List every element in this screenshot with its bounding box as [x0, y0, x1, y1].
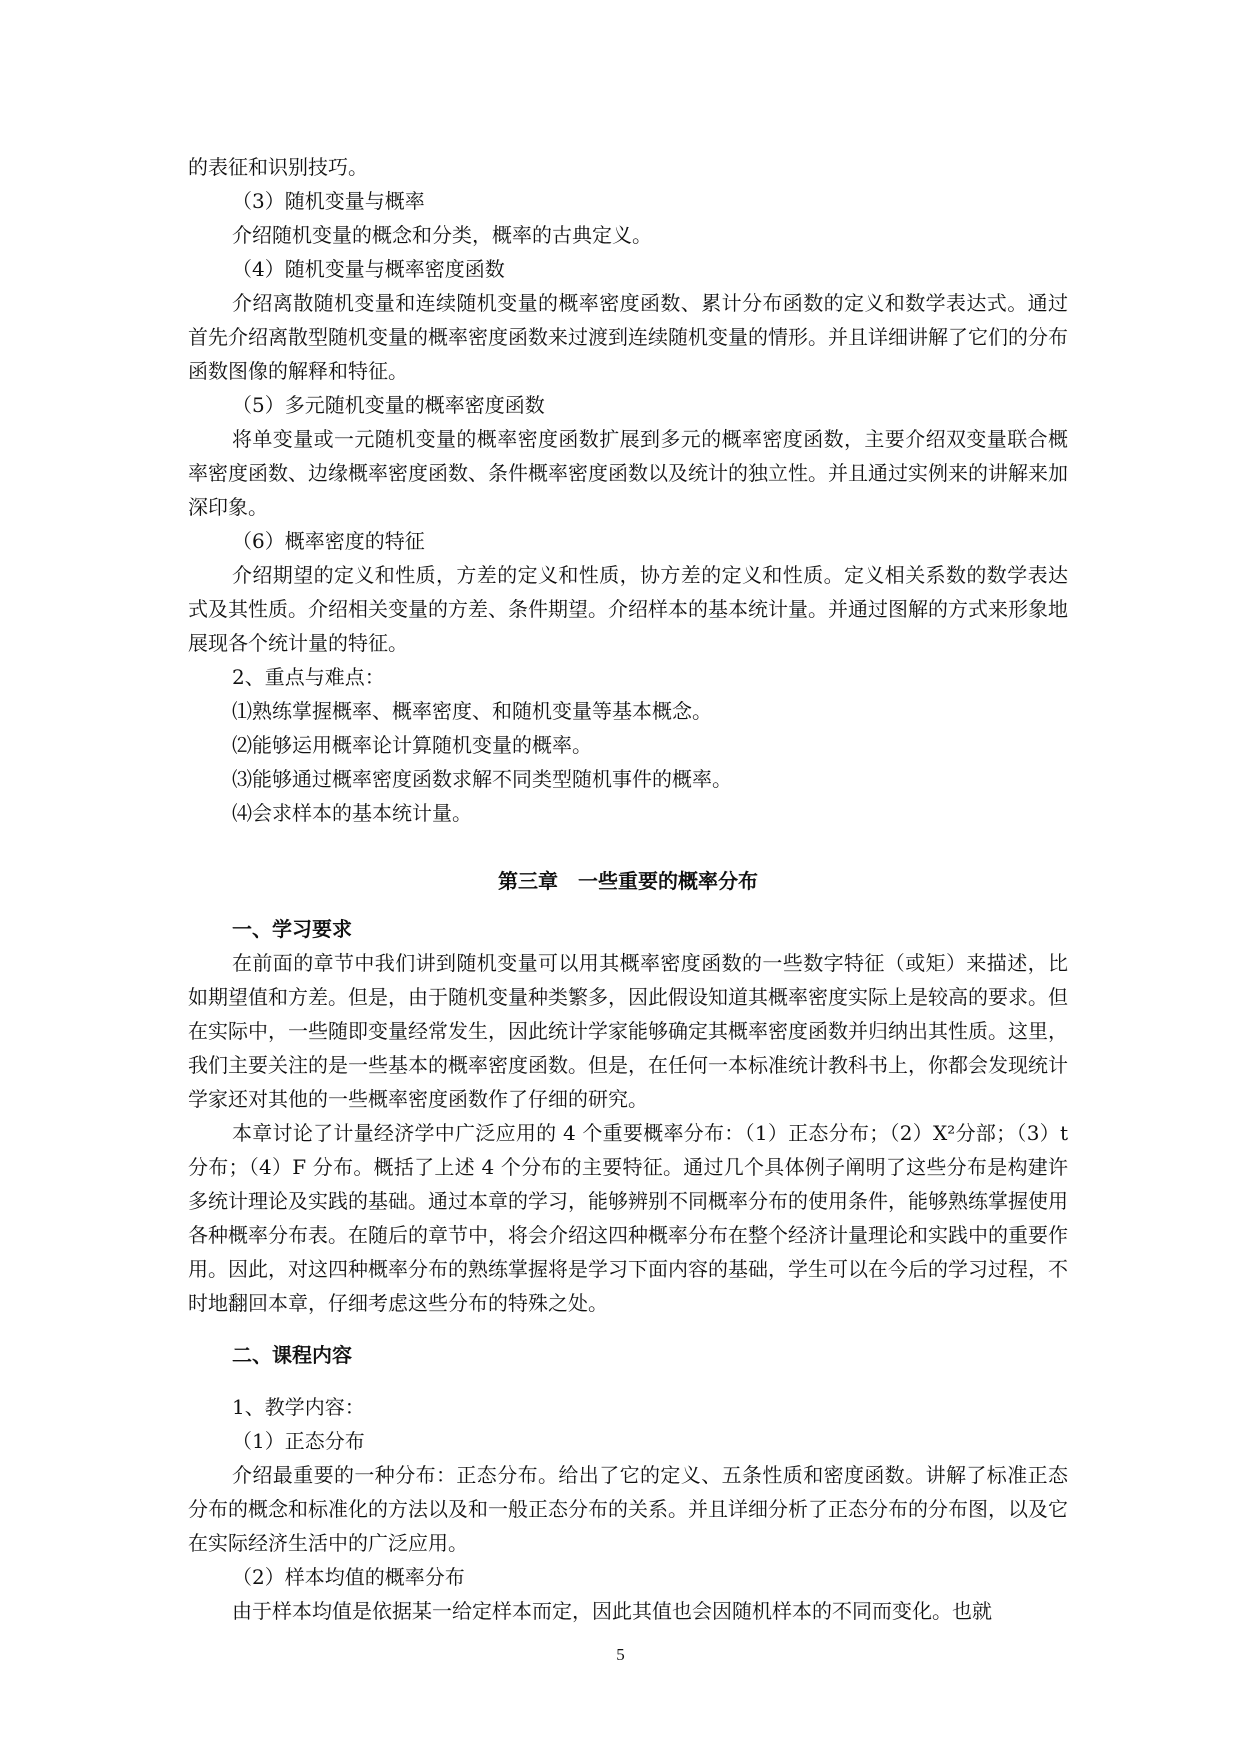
subsection-body-5: 将单变量或一元随机变量的概率密度函数扩展到多元的概率密度函数，主要介绍双变量联合概率密度函数、边缘概率密度函数、条件概率密度函数以及统计的独立性。并且通过实例来的讲解来加深印象。 [188, 427, 1068, 519]
subsection-body-6: 介绍期望的定义和性质，方差的定义和性质，协方差的定义和性质。定义相关系数的数学表达式及其性质。介绍相关变量的方差、条件期望。介绍样本的基本统计量。并通过图解的方式来形象地展现各个统计量的特征。 [188, 563, 1068, 655]
continuation-line: 的表征和识别技巧。 [188, 155, 368, 179]
list-item: ⑶能够通过概率密度函数求解不同类型随机事件的概率。 [232, 767, 732, 791]
sample-mean-title: （2）样本均值的概率分布 [232, 1565, 465, 1589]
key-points-title: 2、重点与难点： [232, 665, 385, 689]
sample-mean-body: 由于样本均值是依据某一给定样本而定，因此其值也会因随机样本的不同而变化。也就 [232, 1599, 992, 1623]
requirements-paragraph-1: 在前面的章节中我们讲到随机变量可以用其概率密度函数的一些数字特征（或矩）来描述，比如期望值和方差。但是，由于随机变量种类繁多，因此假设知道其概率密度实际上是较高的要求。但在实际中，一些随即变量经常发生，因此统计学家能够确定其概率密度函数并归纳出其性质。这里，我们主要关注的是一些基本的概率密度函数。但是，在任何一本标准统计教科书上，你都会发现统计学家还对其他的一些概率密度函数作了仔细的研究。 [188, 951, 1068, 1111]
list-item: ⑵能够运用概率论计算随机变量的概率。 [232, 733, 592, 757]
teaching-content-title: 1、教学内容： [232, 1395, 365, 1419]
subsection-title-4: （4）随机变量与概率密度函数 [232, 257, 505, 281]
section-heading-course-content: 二、课程内容 [232, 1343, 352, 1367]
chapter-title: 第三章 一些重要的概率分布 [498, 869, 758, 893]
subsection-body-4: 介绍离散随机变量和连续随机变量的概率密度函数、累计分布函数的定义和数学表达式。通过首先介绍离散型随机变量的概率密度函数来过渡到连续随机变量的情形。并且详细讲解了它们的分布函数图像的解释和特征。 [188, 291, 1068, 383]
subsection-title-3: （3）随机变量与概率 [232, 189, 425, 213]
page-content [188, 150, 1068, 1628]
requirements-paragraph-2: 本章讨论了计量经济学中广泛应用的 4 个重要概率分布：（1）正态分布；（2）X²分部；（3）t 分布；（4）F 分布。概括了上述 4 个分布的主要特征。通过几个具体例子阐明了这些分布是构建许多统计理论及实践的基础。通过本章的学习，能够辨别不同概率分布的使用条件，能够熟练掌握使用各种概率分布表。在随后的章节中，将会介绍这四种概率分布在整个经济计量理论和实践中的重要作用。因此，对这四种概率分布的熟练掌握将是学习下面内容的基础，学生可以在今后的学习过程，不时地翻回本章，仔细考虑这些分布的特殊之处。 [188, 1121, 1068, 1315]
normal-distribution-title: （1）正态分布 [232, 1429, 365, 1453]
subsection-title-6: （6）概率密度的特征 [232, 529, 425, 553]
subsection-title-5: （5）多元随机变量的概率密度函数 [232, 393, 545, 417]
subsection-body-3: 介绍随机变量的概念和分类，概率的古典定义。 [232, 223, 652, 247]
page-number: 5 [616, 1645, 625, 1664]
key-points-list [188, 694, 1068, 830]
spacer [188, 1320, 1068, 1338]
section-heading-requirements: 一、学习要求 [232, 917, 352, 941]
spacer [188, 1372, 1068, 1390]
list-item: ⑴熟练掌握概率、概率密度、和随机变量等基本概念。 [232, 699, 712, 723]
list-item: ⑷会求样本的基本统计量。 [232, 801, 472, 825]
normal-distribution-body: 介绍最重要的一种分布：正态分布。给出了它的定义、五条性质和密度函数。讲解了标准正态分布的概念和标准化的方法以及和一般正态分布的关系。并且详细分析了正态分布的分布图，以及它在实际经济生活中的广泛应用。 [188, 1463, 1068, 1555]
